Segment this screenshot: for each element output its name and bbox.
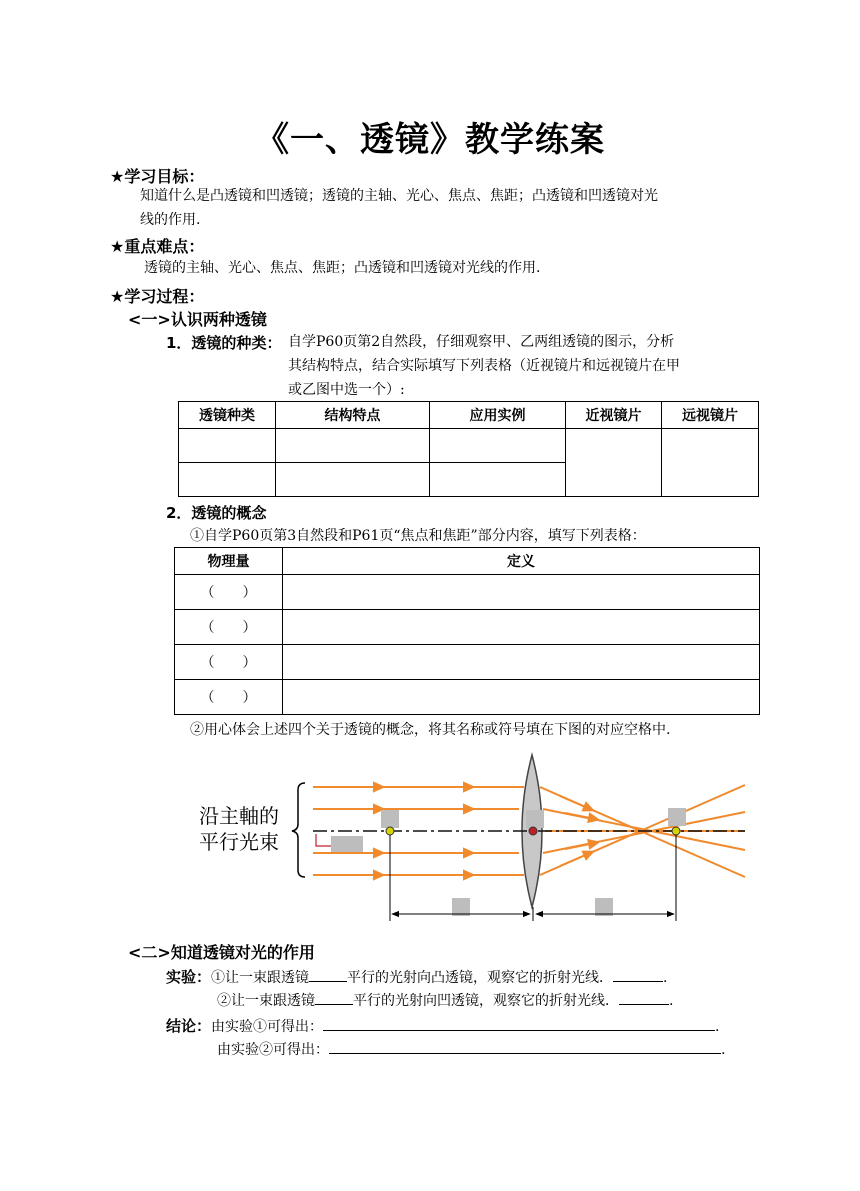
- right-focus-point: [672, 827, 680, 835]
- table-header-structure: 结构特点: [276, 402, 430, 429]
- quantity-blank[interactable]: （ ）: [175, 575, 283, 610]
- conclusion-label: 结论：: [166, 1017, 212, 1035]
- lens-types-text-line2: 其结构特点，结合实际填写下列表格（近视镜片和远视镜片在甲: [288, 358, 680, 374]
- experiment-label: 实验：: [166, 968, 212, 986]
- conclusion2-blank[interactable]: [329, 1039, 721, 1054]
- lens-types-text-line1: 自学P60页第2自然段，仔细观察甲、乙两组透镜的图示，分析: [288, 334, 675, 350]
- conclusion1-text: 由实验①可得出：: [211, 1019, 324, 1035]
- quantity-blank[interactable]: （ ）: [175, 610, 283, 645]
- figure-label-line2: 平行光束: [199, 830, 279, 854]
- conclusion2-text: 由实验②可得出：: [217, 1042, 329, 1058]
- table-header-hyperopia-lens: 远视镜片: [662, 402, 759, 429]
- experiment1-line: [166, 966, 667, 987]
- conclusion2-line: [217, 1039, 725, 1059]
- quantity-blank[interactable]: （ ）: [175, 645, 283, 680]
- experiment2-text-a: ②让一束跟透镜: [217, 993, 315, 1009]
- left-focus-point: [386, 827, 394, 835]
- optical-center-point: [529, 827, 537, 835]
- period: .: [669, 993, 674, 1009]
- keypoints-heading: ★重点难点：: [110, 237, 205, 256]
- answer-boxes: [331, 808, 686, 916]
- part1-heading: <一>认识两种透镜: [128, 310, 267, 329]
- goals-text-line1: 知道什么是凸透镜和凹透镜；透镜的主轴、光心、焦点、焦距；凸透镜和凹透镜对光: [140, 188, 658, 204]
- conclusion1-blank[interactable]: [323, 1016, 715, 1031]
- lens-concept-text-line2: ②用心体会上述四个关于透镜的概念，将其名称或符号填在下图的对应空格中.: [190, 722, 671, 738]
- table-header-quantity: 物理量: [175, 548, 283, 575]
- experiment1-text-a: ①让一束跟透镜: [211, 970, 310, 986]
- period: .: [663, 970, 668, 986]
- lens-concept-label: 2．透镜的概念: [166, 504, 267, 522]
- goals-text-line2: 线的作用.: [140, 212, 201, 228]
- experiment2-text-b: 平行的光射向凹透镜，观察它的折射光线．: [353, 993, 619, 1009]
- lens-concept-text-line1: ①自学P60页第3自然段和P61页“焦点和焦距”部分内容，填写下列表格：: [190, 528, 646, 544]
- table-header-lens-type: 透镜种类: [179, 402, 276, 429]
- process-heading: ★学习过程：: [110, 287, 205, 306]
- quantity-blank[interactable]: （ ）: [175, 680, 283, 715]
- part2-heading: <二>知道透镜对光的作用: [128, 943, 315, 962]
- period: .: [721, 1042, 726, 1058]
- table-header-myopia-lens: 近视镜片: [566, 402, 662, 429]
- conclusion1-line: [166, 1015, 719, 1036]
- page-title: 《一、透镜》教学练案: [255, 120, 605, 160]
- experiment2-blank[interactable]: [315, 990, 353, 1005]
- keypoints-text: 透镜的主轴、光心、焦点、焦距；凸透镜和凹透镜对光线的作用.: [144, 260, 541, 276]
- lens-types-text-line3: 或乙图中选一个）:: [288, 382, 405, 398]
- experiment1-blank[interactable]: [309, 967, 347, 982]
- goals-heading: ★学习目标：: [110, 167, 205, 186]
- axis-pointer: [316, 834, 331, 846]
- table-header-application: 应用实例: [430, 402, 566, 429]
- brace: [292, 783, 305, 877]
- figure-label-line1: 沿主軸的: [199, 804, 279, 828]
- experiment2-answer-blank[interactable]: [619, 990, 669, 1005]
- table-header-definition: 定义: [283, 548, 760, 575]
- lens-types-label: 1．透镜的种类：: [166, 334, 282, 352]
- experiment2-line: [217, 990, 673, 1010]
- experiment1-answer-blank[interactable]: [613, 967, 663, 982]
- period: .: [715, 1019, 720, 1035]
- experiment1-text-b: 平行的光射向凸透镜，观察它的折射光线．: [347, 970, 614, 986]
